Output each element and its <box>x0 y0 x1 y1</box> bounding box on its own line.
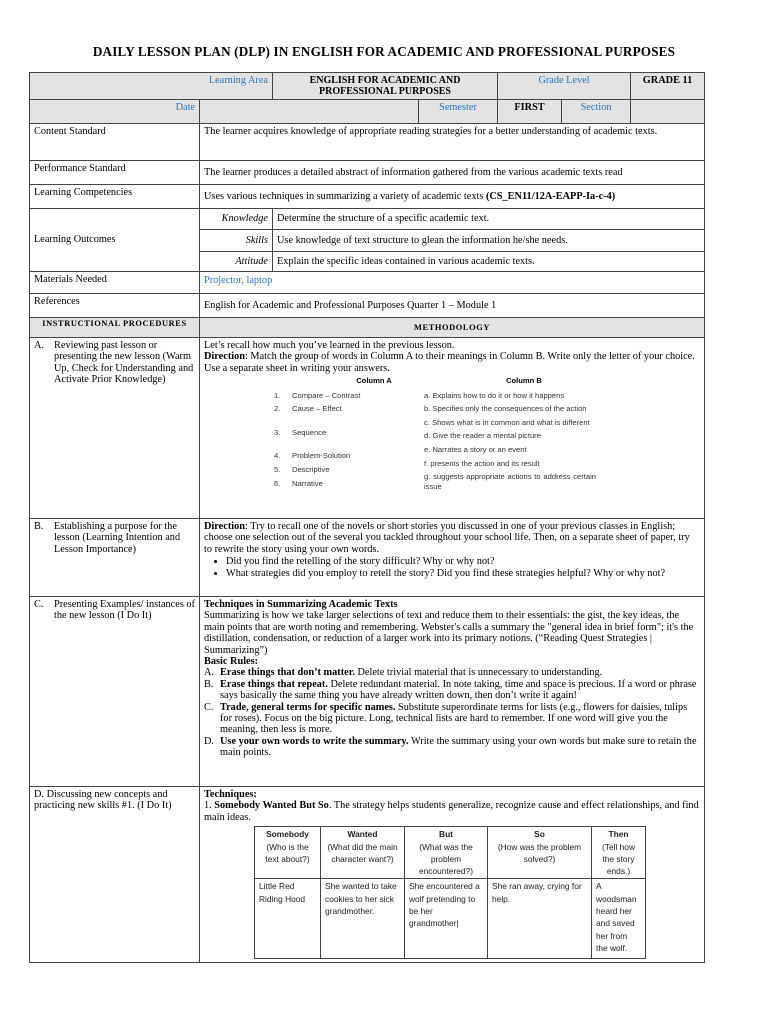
col-a-item: 4. Problem-Solution <box>274 451 351 461</box>
swbs-head-cell: But (What was the problem encountered?) <box>405 827 488 879</box>
materials-label: Materials Needed <box>30 272 200 294</box>
methodology-head: METHODOLOGY <box>200 318 705 338</box>
section-head-row <box>30 318 705 338</box>
swbs-cell: She ran away, crying for help. <box>488 879 592 959</box>
swbs-head-cell: Wanted (What did the main character want?) <box>321 827 405 879</box>
col-a-item: 1. Compare – Contrast <box>274 390 361 400</box>
materials-row <box>30 272 705 294</box>
date-label: Date <box>30 100 200 124</box>
outcome-type-skills: Skills <box>200 230 273 252</box>
materials-text: Projector, laptop <box>200 272 705 294</box>
col-a-item: 6. Narrative <box>274 478 323 488</box>
swbs-head-cell: Then (Tell how the story ends.) <box>592 827 646 879</box>
semester-value: FIRST <box>498 100 562 124</box>
proc-b-label-cell <box>30 519 200 597</box>
outcome-text-skills: Use knowledge of text structure to glean the information he/she needs. <box>273 230 705 252</box>
swbs-head-cell: Somebody (Who is the text about?) <box>255 827 321 879</box>
techniques-head: Techniques: <box>204 789 257 800</box>
rules-head: Basic Rules: <box>204 656 259 668</box>
proc-c-label-cell <box>30 597 200 787</box>
col-a-item: 2. Cause – Effect <box>274 404 342 414</box>
references-text: English for Academic and Professional Purposes Quarter 1 – Module 1 <box>200 294 705 318</box>
col-b-item: g. suggests appropriate actions to address certain issue <box>424 472 596 491</box>
learning-area-value: ENGLISH FOR ACADEMIC AND PROFESSIONAL PURPOSES <box>273 73 498 100</box>
header-row-2 <box>30 100 705 124</box>
rule-item: B. Erase things that repeat. Delete redundant material. In note taking, time and space is precious. If a word or phrase says basically the same thing you have already written down, then don’t write it again! <box>204 678 697 702</box>
procedures-head: INSTRUCTIONAL PROCEDURES <box>30 318 200 338</box>
swbs-head-cell: So (How was the problem solved?) <box>488 827 592 879</box>
table-row <box>255 879 646 959</box>
section-value <box>631 100 705 124</box>
proc-b-key: B. <box>34 521 44 532</box>
swbs-cell: Little Red Riding Hood <box>255 879 321 959</box>
references-label: References <box>30 294 200 318</box>
outcome-type-knowledge: Knowledge <box>200 209 273 230</box>
rule-item: D. Use your own words to write the summary. Write the summary using your own words but make sure to retain the main points. <box>204 735 697 759</box>
tech-num: 1. <box>204 800 215 812</box>
proc-b-direction-label: Direction <box>204 521 245 532</box>
proc-b-bullets <box>204 556 700 579</box>
section-label: Section <box>562 100 631 124</box>
proc-d-content <box>200 787 705 963</box>
proc-a-direction-label: Direction <box>204 351 245 363</box>
outcome-row-knowledge <box>30 209 705 230</box>
competencies-code: (CS_EN11/12A-EAPP-Ia-c-4) <box>485 190 616 202</box>
col-b-item: c. Shows what is in common and what is different <box>424 417 590 427</box>
swbs-table <box>254 826 646 959</box>
col-b-item: b. Specifies only the consequences of the action <box>424 404 587 414</box>
swbs-cell: She wanted to take cookies to her sick grandmother. <box>321 879 405 959</box>
competencies-cell <box>200 185 705 209</box>
rule-item: C. Trade, general terms for specific names. Substitute superordinate terms for lists (e.g., flowers for daisies, tulips for roses). Focus on the big picture. Long, technical lists are hard to remember. If one word will give you the meaning, then less is more. <box>204 701 688 736</box>
proc-c-label: Presenting Examples/ instances of the new lesson (I Do It) <box>54 599 195 622</box>
references-row <box>30 294 705 318</box>
proc-a-row <box>30 338 705 519</box>
col-b-item: a. Explains how to do it or how it happens <box>424 390 565 400</box>
proc-a-key: A. <box>34 340 45 351</box>
competencies-row <box>30 185 705 209</box>
header-row-1 <box>30 73 705 100</box>
proc-c-heading: Techniques in Summarizing Academic Texts <box>204 599 398 610</box>
proc-a-content <box>200 338 705 519</box>
proc-b-direction: : Try to recall one of the novels or short stories you discussed in one of your previous classes in English; choose one selection out of the several you tackled throughout your school life. Then, on a separate sheet of paper, try to rewrite the story using your own words. <box>204 521 690 555</box>
tech-text: . The strategy helps students generalize, recognize cause and effect relationships, and find main ideas. <box>204 800 699 823</box>
proc-d-row <box>30 787 705 963</box>
performance-standard-row <box>30 161 705 185</box>
content-standard-label: Content Standard <box>30 124 200 161</box>
outcome-text-attitude: Explain the specific ideas contained in various academic texts. <box>273 252 705 272</box>
outcome-text-knowledge: Determine the structure of a specific academic text. <box>273 209 705 230</box>
col-b-item: f. presents the action and its result <box>424 458 540 468</box>
swbs-header-row <box>255 827 646 879</box>
proc-a-label-cell <box>30 338 200 519</box>
content-standard-row <box>30 124 705 161</box>
proc-c-content <box>200 597 705 787</box>
proc-b-row <box>30 519 705 597</box>
col-a-item: 3. Sequence <box>274 427 327 437</box>
proc-a-direction: : Match the group of words in Column A to their meanings in Column B. Write only the letter of your choice. Use a separate sheet in writing your answers. <box>204 351 695 374</box>
competencies-label: Learning Competencies <box>30 185 200 209</box>
semester-label: Semester <box>419 100 498 124</box>
proc-a-intro: Let’s recall how much you’ve learned in the previous lesson. <box>204 340 455 351</box>
proc-c-key: C. <box>34 599 44 610</box>
lesson-plan-table <box>29 72 705 963</box>
outcome-type-attitude: Attitude <box>200 252 273 272</box>
col-b-item: d. Give the reader a mental picture <box>424 431 541 441</box>
proc-a-label: Reviewing past lesson or presenting the new lesson (Warm Up, Check for Understanding and Activate Prior Knowledge) <box>54 340 194 386</box>
proc-d-label-cell <box>30 787 200 963</box>
performance-standard-label: Performance Standard <box>30 161 200 185</box>
page-title: DAILY LESSON PLAN (DLP) IN ENGLISH FOR ACADEMIC AND PROFESSIONAL PURPOSES <box>92 44 676 59</box>
matching-columns <box>204 375 700 491</box>
date-value <box>200 100 419 124</box>
column-b-head: Column B <box>506 376 542 386</box>
competencies-text: Uses various techniques in summarizing a variety of academic texts <box>204 190 486 202</box>
tech-name: Somebody Wanted But So <box>214 800 329 812</box>
list-item: • What strategies did you employ to retell the story? Did you find these strategies helpful? Why or why not? <box>226 568 700 579</box>
learning-area-label: Learning Area <box>30 73 273 100</box>
grade-level-value: GRADE 11 <box>631 73 705 100</box>
rule-item: A. Erase things that don’t matter. Delete trivial material that is unnecessary to understanding. <box>204 667 603 679</box>
col-a-item: 5. Descriptive <box>274 465 330 474</box>
column-b <box>424 375 624 491</box>
proc-d-label: D. Discussing new concepts and practicing new skills #1. (I Do It) <box>34 789 172 812</box>
outcomes-label: Learning Outcomes <box>30 209 200 272</box>
proc-b-content <box>200 519 705 597</box>
column-a-head: Column A <box>356 376 392 386</box>
swbs-cell: A woodsman heard her and saved her from the wolf. <box>592 879 646 959</box>
proc-b-label: Establishing a purpose for the lesson (Learning Intention and Lesson Importance) <box>54 521 181 555</box>
proc-c-row <box>30 597 705 787</box>
content-standard-text: The learner acquires knowledge of appropriate reading strategies for a better understanding of academic texts. <box>200 124 705 161</box>
grade-level-label: Grade Level <box>498 73 631 100</box>
performance-standard-text: The learner produces a detailed abstract of information gathered from the various academic texts read <box>200 161 705 185</box>
col-b-item: e. Narrates a story or an event <box>424 445 527 454</box>
list-item: • Did you find the retelling of the story difficult? Why or why not? <box>226 556 700 567</box>
proc-c-para: Summarizing is how we take larger selections of text and reduce them to their essentials: the gist, the key ideas, the main points that are worth noting and remembering. Webster's calls a summary the "general idea in brief form"; it's the distillation, condensation, or reduction of a larger work into its primary notions. (“Reading Quest Strategies | Summarizing”) <box>204 610 694 656</box>
swbs-cell: She encountered a wolf pretending to be her grandmother| <box>405 879 488 959</box>
